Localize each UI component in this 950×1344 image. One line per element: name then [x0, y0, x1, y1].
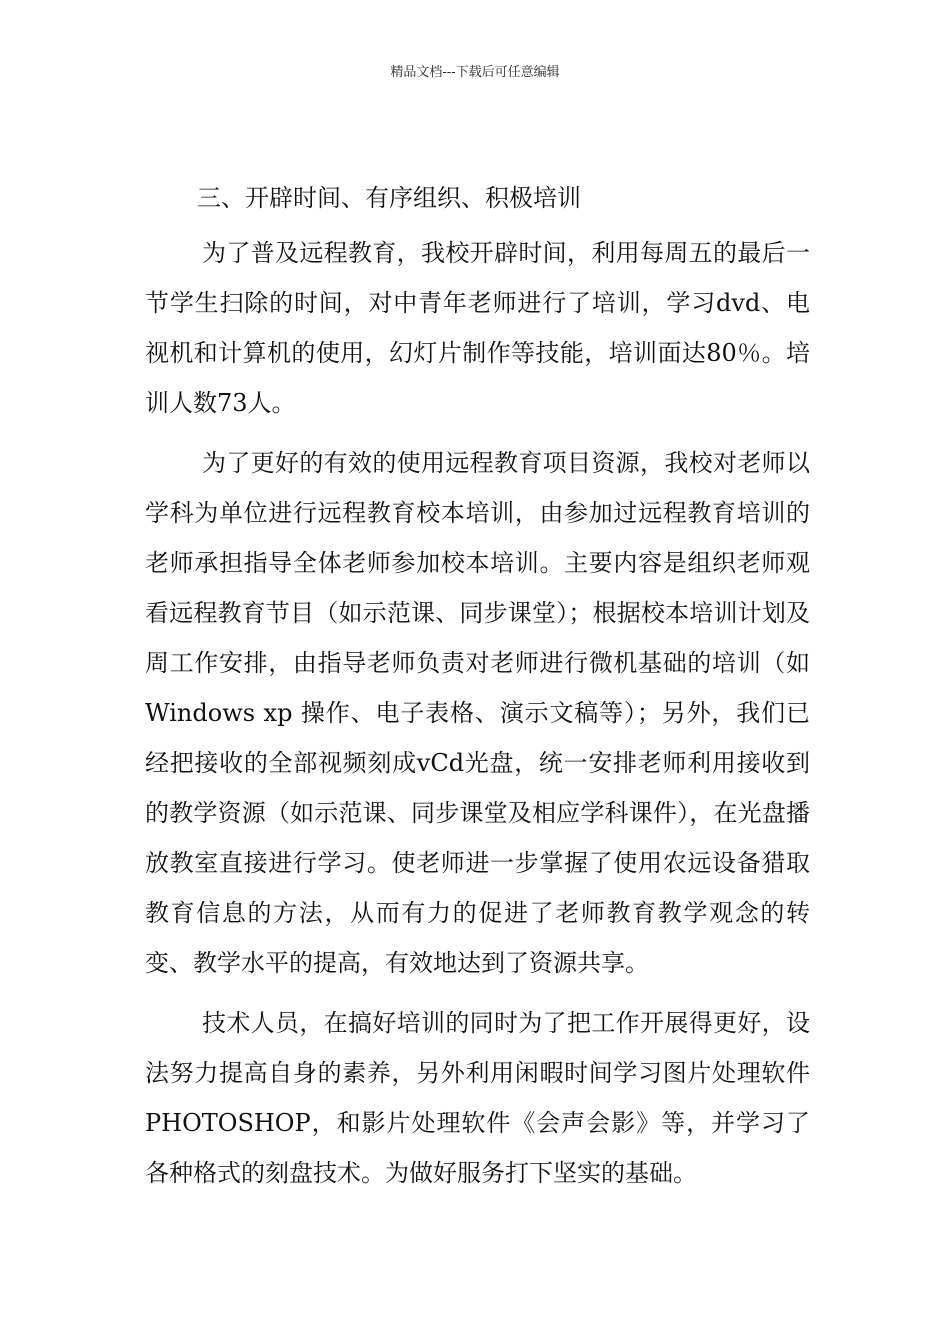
- document-body: [145, 178, 810, 1208]
- paragraph-technical-staff: 技术人员，在搞好培训的同时为了把工作开展得更好，设法努力提高自身的素养，另外利用闲暇时间学习图片处理软件PHOTOSHOP，和影片处理软件《会声会影》等，并学习了各种格式的刻盘技术。为做好服务打下坚实的基础。: [145, 1009, 810, 1187]
- section-heading: 三、开辟时间、有序组织、积极培训: [197, 184, 581, 212]
- paragraph-training-schedule: 为了普及远程教育，我校开辟时间，利用每周五的最后一节学生扫除的时间，对中青年老师进行了培训，学习dvd、电视机和计算机的使用，幻灯片制作等技能，培训面达80％。培训人数73人。: [145, 239, 810, 417]
- paragraph-school-based-training: 为了更好的有效的使用远程教育项目资源，我校对老师以学科为单位进行远程教育校本培训，由参加过远程教育培训的老师承担指导全体老师参加校本培训。主要内容是组织老师观看远程教育节目（如示范课、同步课堂）；根据校本培训计划及周工作安排，由指导老师负责对老师进行微机基础的培训（如 Windows xp 操作、电子表格、演示文稿等）；另外，我们已经把接收的全部视频刻成vCd光盘，统一安排老师利用接收到的教学资源（如示范课、同步课堂及相应学科课件），在光盘播放教室直接进行学习。使老师进一步掌握了使用农远设备猎取教育信息的方法，从而有力的促进了老师教育教学观念的转变、教学水平的提高，有效地达到了资源共享。: [145, 449, 810, 977]
- page-header: 精品文档---下载后可任意编辑: [390, 65, 560, 80]
